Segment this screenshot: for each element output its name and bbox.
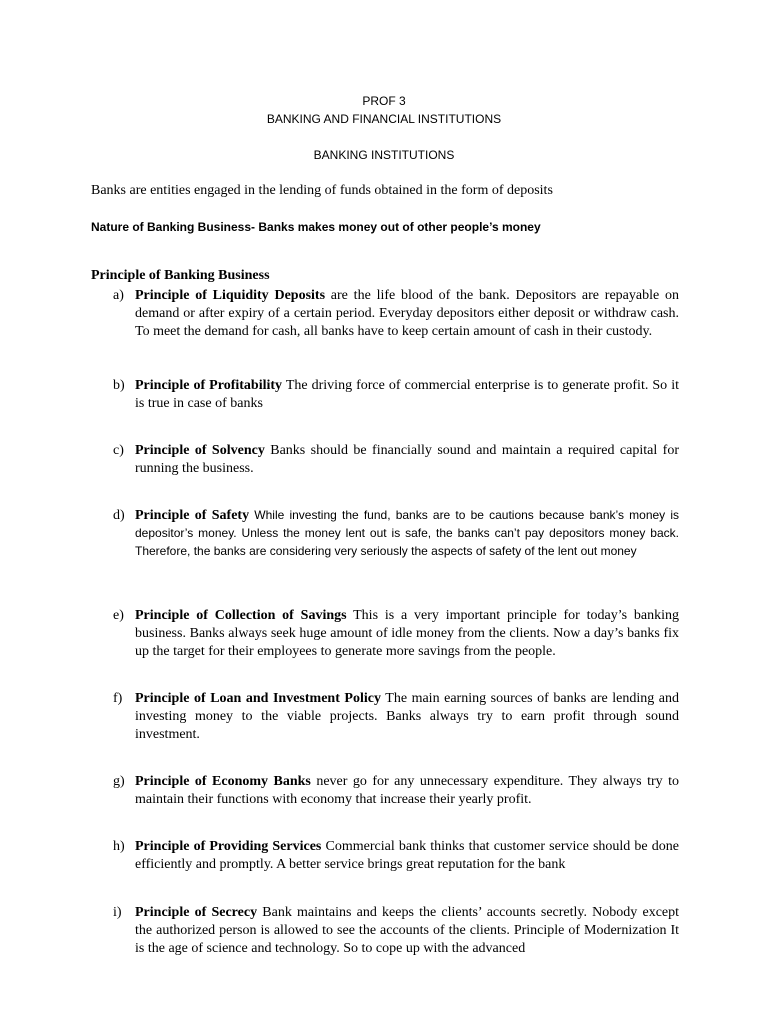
item-title: Principle of Solvency — [135, 443, 265, 458]
list-item — [91, 838, 679, 874]
item-title: Principle of Loan and Investment Policy — [135, 691, 381, 706]
list-item — [91, 287, 679, 341]
item-text: This is a very important principle for today’s banking business. Banks always seek huge amount of idle money from the clients. Now a day’s banks fix up the target for their employees to generate more savings from the people. — [135, 608, 679, 659]
item-marker: b) — [113, 378, 125, 393]
item-marker: c) — [113, 443, 124, 458]
item-marker: i) — [113, 905, 122, 920]
list-item — [91, 904, 679, 958]
item-marker: g) — [113, 774, 125, 789]
item-title: Principle of Providing Services — [135, 839, 322, 854]
list-item — [91, 690, 679, 744]
item-title: Principle of Liquidity Deposits — [135, 288, 326, 303]
item-text: While investing the fund, banks are to be cautions because bank’s money is depositor’s money. Unless the money lent out is safe, the banks can’t pay depositors money back. Therefore, the banks are considering very seriously the aspects of safety of the lent out money — [135, 508, 680, 558]
item-marker: a) — [113, 288, 124, 303]
principles-heading: Principle of Banking Business — [91, 268, 270, 283]
list-item — [91, 507, 679, 561]
item-marker: h) — [113, 839, 125, 854]
item-text: Commercial bank thinks that customer service should be done efficiently and promptly. A better service brings great reputation for the bank — [135, 839, 679, 872]
intro-paragraph: Banks are entities engaged in the lending of funds obtained in the form of deposits — [91, 183, 553, 198]
list-item — [91, 442, 679, 478]
item-title: Principle of Profitability — [135, 378, 283, 393]
item-title: Principle of Safety — [135, 508, 250, 523]
item-text: Banks should be financially sound and maintain a required capital for running the business. — [135, 443, 679, 476]
item-text: The driving force of commercial enterprise is to generate profit. So it is true in case of banks — [135, 378, 679, 411]
course-code: PROF 3 — [362, 94, 406, 108]
item-title: Principle of Collection of Savings — [135, 608, 347, 623]
item-marker: e) — [113, 608, 124, 623]
item-title: Principle of Secrecy — [135, 905, 258, 920]
document-subject: BANKING AND FINANCIAL INSTITUTIONS — [266, 112, 502, 126]
item-text: The main earning sources of banks are lending and investing money to the viable projects. Banks always try to earn profit through sound investment. — [135, 691, 679, 742]
list-item — [91, 607, 679, 661]
item-marker: f) — [113, 691, 123, 706]
item-text: are the life blood of the bank. Depositors are repayable on demand or after expiry of a certain period. Everyday depositors either deposit or withdraw cash. To meet the demand for cash, all banks have to keep certain amount of cash in their custody. — [135, 288, 679, 339]
nature-statement: Nature of Banking Business- Banks makes money out of other people’s money — [91, 220, 541, 234]
item-text: never go for any unnecessary expenditure. They always try to maintain their functions with economy that increase their yearly profit. — [135, 774, 679, 807]
list-item — [91, 773, 679, 809]
section-title: BANKING INSTITUTIONS — [313, 148, 455, 162]
item-marker: d) — [113, 508, 125, 523]
item-title: Principle of Economy Banks — [135, 774, 311, 789]
list-item — [91, 377, 679, 413]
item-text: Bank maintains and keeps the clients’ accounts secretly. Nobody except the authorized person is allowed to see the accounts of the clients. Principle of Modernization It is the age of science and technology. So to cope up with the advanced — [135, 905, 680, 956]
